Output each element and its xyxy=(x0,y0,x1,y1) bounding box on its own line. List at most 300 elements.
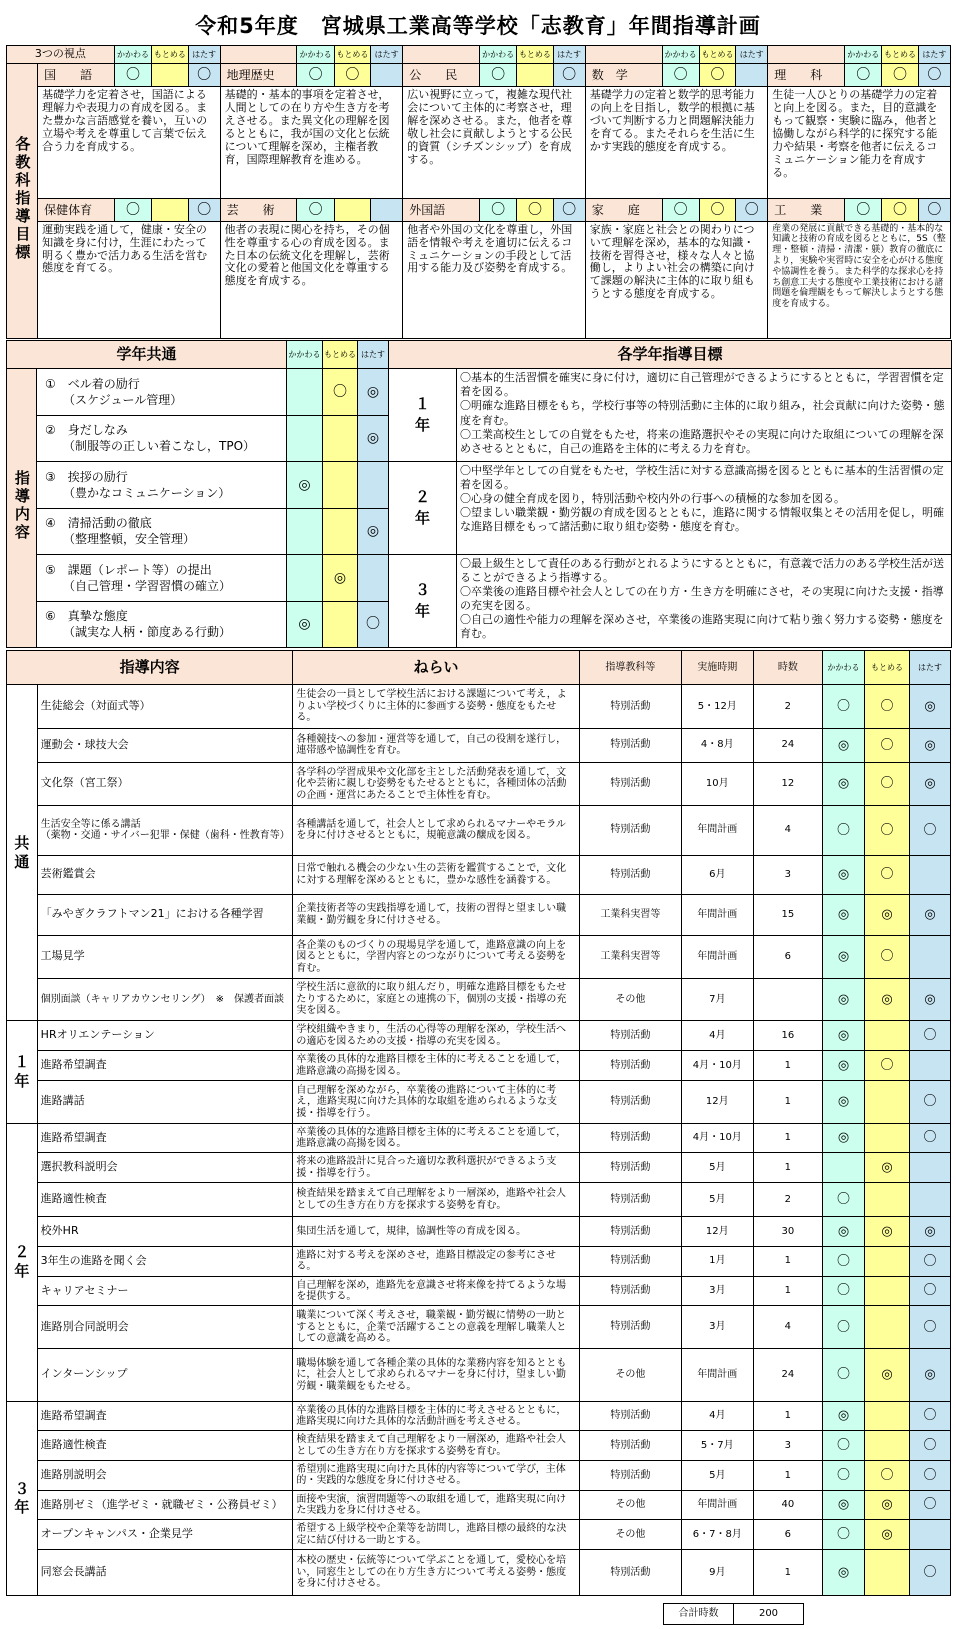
plan-subject: 特別活動 xyxy=(579,1431,681,1461)
mark-cell: 〇 xyxy=(823,805,865,855)
mark-cell: 〇 xyxy=(910,1306,951,1349)
plan-aim: 企業技術者等の実践指導を通して，技術の習得と望ましい職業観・勤労観を身に付けさせる。 xyxy=(293,894,579,935)
mark-cell: ◎ xyxy=(358,415,389,461)
perspective-label: 3つの視点 xyxy=(7,46,115,64)
plan-timing: 5月 xyxy=(681,1153,753,1183)
mark-cell: ◎ xyxy=(910,762,951,805)
plan-timing: 12月 xyxy=(681,1217,753,1247)
plan-activity: オープンキャンパス・企業見学 xyxy=(37,1520,293,1550)
plan-hours: 1 xyxy=(753,1246,823,1276)
mark-cell: ◎ xyxy=(865,1349,910,1402)
mark-cell xyxy=(334,199,370,221)
plan-activity: 進路別説明会 xyxy=(37,1461,293,1491)
plan-timing: 年間計画 xyxy=(681,805,753,855)
plan-activity: 運動会・球技大会 xyxy=(37,728,293,762)
plan-aim: 卒業後の具体的な進路目標を主体的に考えることを通して，進路意識の高揚を図る。 xyxy=(293,1123,579,1153)
mark-cell: ◎ xyxy=(323,555,358,601)
plan-row xyxy=(7,762,951,805)
plan-aim: 集団生活を通して，規律，協調性等の育成を図る。 xyxy=(293,1217,579,1247)
subject-name: 外国語 xyxy=(403,199,480,221)
mark-cell xyxy=(865,1246,910,1276)
mark-cell: 〇 xyxy=(910,1490,951,1520)
plan-activity: HRオリエンテーション xyxy=(37,1021,293,1051)
plan-aim: 各学科の学習成果や文化部を主とした活動発表を通して，文化や芸術に親しむ姿勢をもたせるとともに，各種団体の活動の企画・運営にあたることで主体性を育む。 xyxy=(293,762,579,805)
mark-cell xyxy=(865,1123,910,1153)
plan-hours xyxy=(753,978,823,1021)
grade-goal-text: 〇最上級生として責任のある行動がとれるようにするとともに，有意義で活力のある学校生活が送ることができるよう指導する。 〇卒業後の進路目標や社会人としての在り方・生き方を明確にさせ，その実現に向けた支援・指導の充実を図る。 〇自己の適性や能力の理解を深めさせ，卒業後の進路実現に向けて粘り強く努力する姿勢・態度を育む。 xyxy=(457,555,952,648)
mark-cell: 〇 xyxy=(662,199,699,221)
mark-cell: 〇 xyxy=(910,1276,951,1306)
mark-cell xyxy=(287,415,323,461)
plan-row xyxy=(7,1349,951,1402)
mark-cell: ◎ xyxy=(910,1349,951,1402)
mark-cell xyxy=(358,462,389,508)
plan-subject: その他 xyxy=(579,1349,681,1402)
mark-cell: 〇 xyxy=(736,199,768,221)
plan-subject: 工業科実習等 xyxy=(579,935,681,978)
plan-activity: 進路希望調査 xyxy=(37,1123,293,1153)
mark-cell: 〇 xyxy=(114,64,151,86)
plan-row xyxy=(7,855,951,894)
plan-hours: 24 xyxy=(753,1349,823,1402)
common-item: ④ 清掃活動の徹底 （整理整頓，安全管理） xyxy=(37,508,287,554)
mark-cell: 〇 xyxy=(865,1461,910,1491)
subjects-vertical-label: 各教科指導目標 xyxy=(7,64,38,339)
plan-content-header: 指導内容 xyxy=(7,651,293,685)
plan-hours: 30 xyxy=(753,1217,823,1247)
common-item: ⑥ 真摯な態度 （誠実な人柄・節度ある行動） xyxy=(37,601,287,647)
mark-cell: ◎ xyxy=(823,1021,865,1051)
subject-name: 保健体育 xyxy=(38,199,115,221)
plan-hours: 12 xyxy=(753,762,823,805)
mark-cell xyxy=(910,1153,951,1183)
subject-name: 芸 術 xyxy=(220,199,297,221)
perspective-header: かかわる xyxy=(114,46,151,64)
plan-subject: 特別活動 xyxy=(579,1550,681,1596)
mark-cell: ◎ xyxy=(823,1051,865,1081)
plan-activity: 同窓会長講話 xyxy=(37,1550,293,1596)
plan-timing: 10月 xyxy=(681,762,753,805)
mark-cell: ◎ xyxy=(823,1550,865,1596)
plan-subject: 特別活動 xyxy=(579,1401,681,1431)
mark-cell: 〇 xyxy=(910,1431,951,1461)
mark-cell: 〇 xyxy=(918,199,950,221)
subject-description: 家族・家庭と社会との関わりについて理解を深め，基本的な知識・技術を習得させ，様々な人々と協働し，よりよい社会の構築に向けて課題の解決に主体的に取り組もうとする態度を育成する。 xyxy=(585,221,768,338)
mark-cell: 〇 xyxy=(297,199,334,221)
plan-activity: 選択教科説明会 xyxy=(37,1153,293,1183)
plan-subject: 特別活動 xyxy=(579,1217,681,1247)
mark-cell: ◎ xyxy=(823,1401,865,1431)
plan-row xyxy=(7,894,951,935)
mark-cell: 〇 xyxy=(910,1021,951,1051)
mark-cell xyxy=(287,508,323,554)
plan-activity: 「みやぎクラフトマン21」における各種学習 xyxy=(37,894,293,935)
mark-cell xyxy=(865,1080,910,1123)
plan-hours: 6 xyxy=(753,935,823,978)
mark-cell: 〇 xyxy=(823,1520,865,1550)
perspective-header: かかわる xyxy=(287,341,323,369)
plan-timing: 3月 xyxy=(681,1276,753,1306)
mark-cell: 〇 xyxy=(823,1306,865,1349)
grade-label: ３年 xyxy=(389,555,457,648)
mark-cell xyxy=(371,64,403,86)
plan-row xyxy=(7,1051,951,1081)
mark-cell: ◎ xyxy=(865,1217,910,1247)
subject-description: 他者や外国の文化を尊重し，外国語を情報や考えを適切に伝えるコミュニケーションの手段として活用する能力及び姿勢を育成する。 xyxy=(403,221,586,338)
mark-cell: ◎ xyxy=(865,1153,910,1183)
mark-cell: ◎ xyxy=(823,978,865,1021)
mark-cell: 〇 xyxy=(865,1051,910,1081)
plan-row xyxy=(7,685,951,728)
mark-cell: 〇 xyxy=(865,728,910,762)
grade-goal-text: 〇基本的生活習慣を確実に身に付け，適切に自己管理ができるようにするとともに，学習習慣を定着を図る。 〇明確な進路目標をもち，学校行事等の特別活動に主体的に取り組み，社会貢献に向けた姿勢・態度を育む。 〇工業高校生としての自覚をもたせ，将来の進路選択やその実現に向けた取組についての理解を深めさせるとともに，自己の進路を主体的に考える力を育む。 xyxy=(457,369,952,462)
mark-cell: 〇 xyxy=(823,1276,865,1306)
plan-aim: 職業について深く考えさせ，職業観・勤労観に情勢の一助とするとともに，企業で活躍することの意義を理解し職業人としての意識を高める。 xyxy=(293,1306,579,1349)
plan-timing: 6・7・8月 xyxy=(681,1520,753,1550)
plan-aim: 面接や実演，演習問題等への取組を通して，進路実現に向けた実践力を身に付けさせる。 xyxy=(293,1490,579,1520)
subject-name: 数 学 xyxy=(585,64,662,86)
plan-activity: 進路希望調査 xyxy=(37,1401,293,1431)
mark-cell xyxy=(865,1021,910,1051)
mark-cell xyxy=(865,1431,910,1461)
perspective-header: もとめる xyxy=(334,46,370,64)
plan-hours: 1 xyxy=(753,1080,823,1123)
plan-hours: 1 xyxy=(753,1401,823,1431)
plan-aim: 検査結果を踏まえて自己理解をより一層深め，進路や社会人としての生き方在り方を探求する姿勢を育む。 xyxy=(293,1183,579,1217)
subject-name: 家 庭 xyxy=(585,199,662,221)
plan-row xyxy=(7,1306,951,1349)
plan-activity: 生活安全等に係る講話 （薬物・交通・サイバー犯罪・保健（歯科・性教育等） xyxy=(37,805,293,855)
plan-timing: 年間計画 xyxy=(681,935,753,978)
mark-cell: ◎ xyxy=(910,978,951,1021)
mark-cell: 〇 xyxy=(323,369,358,415)
perspective-header: もとめる xyxy=(517,46,553,64)
perspective-header: はたす xyxy=(918,46,950,64)
plan-row xyxy=(7,978,951,1021)
plan-aim: 各種競技への参加・運営等を通して，自己の役割を遂行し，連帯感や協調性を育む。 xyxy=(293,728,579,762)
plan-subject: 特別活動 xyxy=(579,1153,681,1183)
plan-timing: 年間計画 xyxy=(681,1490,753,1520)
common-title: 学年共通 xyxy=(7,341,287,369)
plan-aim: 将来の進路設計に見合った適切な教科選択ができるよう支援・指導を行う。 xyxy=(293,1153,579,1183)
plan-subject: 特別活動 xyxy=(579,855,681,894)
subject-goals-table xyxy=(6,45,951,339)
plan-timing: 年間計画 xyxy=(681,1349,753,1402)
mark-cell: 〇 xyxy=(297,64,334,86)
mark-cell: ◎ xyxy=(910,894,951,935)
perspective-header: はたす xyxy=(358,341,389,369)
total-hours-label: 合計時数 xyxy=(664,1604,734,1625)
mark-cell: ◎ xyxy=(823,1490,865,1520)
mark-cell: ◎ xyxy=(823,1123,865,1153)
plan-row xyxy=(7,1401,951,1431)
plan-activity: 芸術鑑賞会 xyxy=(37,855,293,894)
mark-cell xyxy=(865,1183,910,1217)
subject-name: 工 業 xyxy=(768,199,845,221)
mark-cell: 〇 xyxy=(910,805,951,855)
mark-cell: 〇 xyxy=(479,199,516,221)
total-hours-table xyxy=(663,1603,804,1625)
plan-activity: 工場見学 xyxy=(37,935,293,978)
mark-cell: 〇 xyxy=(823,1431,865,1461)
mark-cell xyxy=(323,601,358,647)
mark-cell: 〇 xyxy=(823,1349,865,1402)
plan-row xyxy=(7,1520,951,1550)
subject-name: 地理歴史 xyxy=(220,64,297,86)
mark-cell: ◎ xyxy=(865,894,910,935)
plan-hours: 1 xyxy=(753,1123,823,1153)
mark-cell xyxy=(910,1051,951,1081)
grade-goals-title: 各学年指導目標 xyxy=(389,341,952,369)
plan-row xyxy=(7,1217,951,1247)
plan-activity: 個別面談（キャリアカウンセリング） ※ 保護者面談 xyxy=(37,978,293,1021)
perspective-header: はたす xyxy=(910,651,951,685)
plan-row xyxy=(7,1080,951,1123)
plan-timing: 4月・10月 xyxy=(681,1123,753,1153)
plan-hours: 6 xyxy=(753,1520,823,1550)
mark-cell: 〇 xyxy=(882,64,918,86)
mark-cell xyxy=(910,1520,951,1550)
plan-subject: 特別活動 xyxy=(579,1183,681,1217)
plan-timing: 4月・10月 xyxy=(681,1051,753,1081)
plan-aim: 各企業のものづくりの現場見学を通して，進路意識の向上を図るとともに，学習内容とのつながりについて考える姿勢を育む。 xyxy=(293,935,579,978)
mark-cell: 〇 xyxy=(662,64,699,86)
plan-subject: 特別活動 xyxy=(579,1461,681,1491)
mark-cell: 〇 xyxy=(845,64,882,86)
mark-cell: 〇 xyxy=(823,1461,865,1491)
plan-activity: 進路別合同説明会 xyxy=(37,1306,293,1349)
subject-description: 産業の発展に貢献できる基礎的・基本的な知識と技術の育成を図るとともに，5S（整理・整頓・清掃・清潔・躾）教育の徹底により，実験や実習時に安全を心がける態度や協調性を養う。また科学的な探求心を持ち創意工夫する態度や工業技術における諸問題を倫理観をもって解決しようとする態度を育成する。 xyxy=(768,221,951,338)
mark-cell: 〇 xyxy=(918,64,950,86)
mark-cell: ◎ xyxy=(823,894,865,935)
common-item: ⑤ 課題（レポート等）の提出 （自己管理・学習習慣の確立） xyxy=(37,555,287,601)
plan-group-label: １年 xyxy=(7,1021,38,1123)
plan-activity: 進路別ゼミ（進学ゼミ・就職ゼミ・公務員ゼミ） xyxy=(37,1490,293,1520)
plan-aim-header: ねらい xyxy=(293,651,579,685)
subject-name: 理 科 xyxy=(768,64,845,86)
mark-cell: 〇 xyxy=(910,1401,951,1431)
plan-group-label: 共通 xyxy=(7,685,38,1021)
mark-cell: 〇 xyxy=(910,1550,951,1596)
plan-subject: その他 xyxy=(579,978,681,1021)
mark-cell xyxy=(865,1276,910,1306)
plan-timing: 5月 xyxy=(681,1183,753,1217)
mark-cell: ◎ xyxy=(287,601,323,647)
plan-row xyxy=(7,1246,951,1276)
grade-goals-table xyxy=(6,340,952,648)
mark-cell xyxy=(323,415,358,461)
mark-cell: ◎ xyxy=(910,728,951,762)
plan-activity: インターンシップ xyxy=(37,1349,293,1402)
plan-aim: 卒業後の具体的な進路目標を主体的に考えさせるとともに，進路実現に向けた具体的な活動計画を考えさせる。 xyxy=(293,1401,579,1431)
plan-timing: 5・12月 xyxy=(681,685,753,728)
plan-activity: 進路講話 xyxy=(37,1080,293,1123)
grade-label: ２年 xyxy=(389,462,457,555)
plan-aim: 職場体験を通して各種企業の具体的な業務内容を知るとともに，社会人として求められるマナーを身に付け，望ましい勤労観・職業観をもたせる。 xyxy=(293,1349,579,1402)
mark-cell: 〇 xyxy=(188,64,220,86)
plan-subject: 特別活動 xyxy=(579,728,681,762)
plan-aim: 学校組織やきまり，生活の心得等の理解を深め，学校生活への適応を図るための支援・指導の充実を図る。 xyxy=(293,1021,579,1051)
mark-cell: 〇 xyxy=(910,1123,951,1153)
plan-aim: 学校生活に意欲的に取り組んだり，明確な進路目標をもたせたりするために，家庭との連携の下，個別の支援・指導の充実を図る。 xyxy=(293,978,579,1021)
mark-cell: 〇 xyxy=(865,805,910,855)
plan-row xyxy=(7,1021,951,1051)
plan-timing: 4月 xyxy=(681,1401,753,1431)
plan-row xyxy=(7,1123,951,1153)
plan-activity: 校外HR xyxy=(37,1217,293,1247)
mark-cell: 〇 xyxy=(188,199,220,221)
plan-hours: 2 xyxy=(753,685,823,728)
plan-timing: 9月 xyxy=(681,1550,753,1596)
plan-activity: 進路適性検査 xyxy=(37,1431,293,1461)
plan-hours: 16 xyxy=(753,1021,823,1051)
plan-subject: 特別活動 xyxy=(579,1021,681,1051)
plan-subject: 特別活動 xyxy=(579,1246,681,1276)
mark-cell xyxy=(323,508,358,554)
plan-timing-header: 実施時期 xyxy=(681,651,753,685)
plan-activity: 文化祭（宮工祭） xyxy=(37,762,293,805)
grade-goal-text: 〇中堅学年としての自覚をもたせ，学校生活に対する意識高揚を図るとともに基本的生活習慣の定着を図る。 〇心身の健全育成を図り，特別活動や校内外の行事への積極的な参加を図る。 〇望ましい職業観・勤労観の育成を図るとともに，進路に関する情報収集とその活用を促し，明確な進路目標をもって諸活動に取り組む姿勢・態度を育む。 xyxy=(457,462,952,555)
subject-name: 国 語 xyxy=(38,64,115,86)
plan-subject: 特別活動 xyxy=(579,762,681,805)
mark-cell: 〇 xyxy=(882,199,918,221)
mark-cell: ◎ xyxy=(865,978,910,1021)
perspective-header: もとめる xyxy=(699,46,735,64)
plan-subject: その他 xyxy=(579,1520,681,1550)
plan-subject: その他 xyxy=(579,1490,681,1520)
plan-activity: 進路適性検査 xyxy=(37,1183,293,1217)
plan-subject: 特別活動 xyxy=(579,685,681,728)
mark-cell: 〇 xyxy=(845,199,882,221)
mark-cell xyxy=(287,369,323,415)
mark-cell: ◎ xyxy=(287,462,323,508)
mark-cell: 〇 xyxy=(553,199,585,221)
plan-aim: 検査結果を踏まえて自己理解をより一層深め，進路や社会人としての生き方在り方を探求する姿勢を育む。 xyxy=(293,1431,579,1461)
plan-timing: 4月 xyxy=(681,1021,753,1051)
plan-aim: 希望別に進路実現に向けた具体的内容等について学び，主体的・実践的な態度を身に付けさせる。 xyxy=(293,1461,579,1491)
mark-cell: ◎ xyxy=(865,1490,910,1520)
plan-hours: 15 xyxy=(753,894,823,935)
mark-cell xyxy=(152,199,188,221)
plan-hours-header: 時数 xyxy=(753,651,823,685)
plan-subject: 工業科実習等 xyxy=(579,894,681,935)
common-item: ③ 挨拶の励行 （豊かなコミュニケーション） xyxy=(37,462,287,508)
subject-description: 基礎的・基本的事項を定着させ，人間としての在り方や生き方を考えさせる。また異文化の理解を図るとともに，我が国の文化と伝統について理解を深め，主権者教育，国際理解教育を進める。 xyxy=(220,86,403,198)
perspective-header: かかわる xyxy=(479,46,516,64)
plan-aim: 各種講話を通して，社会人として求められるマナーやモラルを身に付けさせるとともに，規範意識の醸成を図る。 xyxy=(293,805,579,855)
perspective-header: かかわる xyxy=(823,651,865,685)
plan-hours: 3 xyxy=(753,1431,823,1461)
plan-subject: 特別活動 xyxy=(579,1306,681,1349)
subject-description: 他者の表現に関心を持ち，その個性を尊重する心の育成を図る。また日本の伝統文化を理解し，芸術文化の愛着と他国文化を尊重する態度を育成する。 xyxy=(220,221,403,338)
total-hours-value: 200 xyxy=(734,1604,804,1625)
plan-hours: 40 xyxy=(753,1490,823,1520)
plan-row xyxy=(7,1153,951,1183)
mark-cell xyxy=(865,1550,910,1596)
plan-hours: 1 xyxy=(753,1153,823,1183)
plan-subject: 特別活動 xyxy=(579,805,681,855)
plan-activity: 3年生の進路を聞く会 xyxy=(37,1246,293,1276)
plan-hours: 1 xyxy=(753,1276,823,1306)
plan-aim: 進路に対する考えを深めさせ，進路目標設定の参考にさせる。 xyxy=(293,1246,579,1276)
mark-cell xyxy=(152,64,188,86)
mark-cell xyxy=(323,462,358,508)
plan-aim: 日常で触れる機会の少ない生の芸術を鑑賞することで，文化に対する理解を深めるとともに，豊かな感性を涵養する。 xyxy=(293,855,579,894)
mark-cell: 〇 xyxy=(865,685,910,728)
plan-row xyxy=(7,1431,951,1461)
mark-cell: 〇 xyxy=(553,64,585,86)
mark-cell: 〇 xyxy=(699,64,735,86)
plan-subject: 特別活動 xyxy=(579,1051,681,1081)
plan-subject: 特別活動 xyxy=(579,1080,681,1123)
mark-cell: 〇 xyxy=(699,199,735,221)
subject-name: 公 民 xyxy=(403,64,480,86)
plan-hours: 4 xyxy=(753,1306,823,1349)
mark-cell: 〇 xyxy=(910,1080,951,1123)
mark-cell xyxy=(910,935,951,978)
guidance-vertical-label: 指導内容 xyxy=(7,369,37,648)
plan-row xyxy=(7,1183,951,1217)
plan-aim: 希望する上級学校や企業等を訪問し，進路目標の最終的な決定に結び付ける一助とする。 xyxy=(293,1520,579,1550)
mark-cell xyxy=(736,64,768,86)
subject-description: 広い視野に立って，複雑な現代社会について主体的に考察させ，理解を深めさせる。また，他者を尊敬し社会に貢献しようとする公民的資質（シチズンシップ）を育成する。 xyxy=(403,86,586,198)
plan-aim: 自己理解を深め，進路先を意識させ将来像を持てるような場を提供する。 xyxy=(293,1276,579,1306)
plan-hours: 1 xyxy=(753,1550,823,1596)
mark-cell: 〇 xyxy=(910,1246,951,1276)
subject-description: 生徒一人ひとりの基礎学力の定着と向上を図る。また，目的意識をもって観察・実験に臨み，他者と協働しながら科学的に探究する能力や結果・考察を他者に伝えるコミュニケーション能力を育成する。 xyxy=(768,86,951,198)
mark-cell xyxy=(358,555,389,601)
plan-aim: 生徒会の一員として学校生活における課題について考え，よりよい学校づくりに主体的に参画する姿勢・態度をもたせる。 xyxy=(293,685,579,728)
plan-timing: 3月 xyxy=(681,1306,753,1349)
plan-aim: 卒業後の具体的な進路目標を主体的に考えることを通して，進路意識の高揚を図る。 xyxy=(293,1051,579,1081)
plan-row xyxy=(7,1490,951,1520)
plan-timing: 12月 xyxy=(681,1080,753,1123)
plan-activity: 生徒総会（対面式等） xyxy=(37,685,293,728)
plan-row xyxy=(7,728,951,762)
plan-activity: キャリアセミナー xyxy=(37,1276,293,1306)
common-item: ① ベル着の励行 （スケジュール管理） xyxy=(37,369,287,415)
plan-subject: 特別活動 xyxy=(579,1123,681,1153)
mark-cell: 〇 xyxy=(823,1246,865,1276)
mark-cell: ◎ xyxy=(823,1217,865,1247)
mark-cell: 〇 xyxy=(910,1461,951,1491)
plan-timing: 7月 xyxy=(681,978,753,1021)
mark-cell: ◎ xyxy=(823,762,865,805)
annual-plan-table xyxy=(6,650,951,1596)
mark-cell: ◎ xyxy=(865,1520,910,1550)
plan-timing: 1月 xyxy=(681,1246,753,1276)
plan-timing: 6月 xyxy=(681,855,753,894)
mark-cell: ◎ xyxy=(823,1080,865,1123)
mark-cell: ◎ xyxy=(910,1217,951,1247)
perspective-header: はたす xyxy=(371,46,403,64)
mark-cell xyxy=(517,64,553,86)
perspective-header: もとめる xyxy=(152,46,188,64)
plan-group-label: ３年 xyxy=(7,1401,38,1595)
plan-row xyxy=(7,1461,951,1491)
mark-cell: 〇 xyxy=(823,1183,865,1217)
plan-aim: 自己理解を深めながら，卒業後の進路について主体的に考え，進路実現に向けた具体的な取組を進められるような支援・指導を行う。 xyxy=(293,1080,579,1123)
mark-cell: 〇 xyxy=(865,762,910,805)
plan-subject-header: 指導教科等 xyxy=(579,651,681,685)
mark-cell xyxy=(865,1306,910,1349)
mark-cell: ◎ xyxy=(823,855,865,894)
mark-cell: ◎ xyxy=(823,728,865,762)
plan-row xyxy=(7,805,951,855)
perspective-header: もとめる xyxy=(323,341,358,369)
plan-timing: 4・8月 xyxy=(681,728,753,762)
plan-timing: 5・7月 xyxy=(681,1431,753,1461)
